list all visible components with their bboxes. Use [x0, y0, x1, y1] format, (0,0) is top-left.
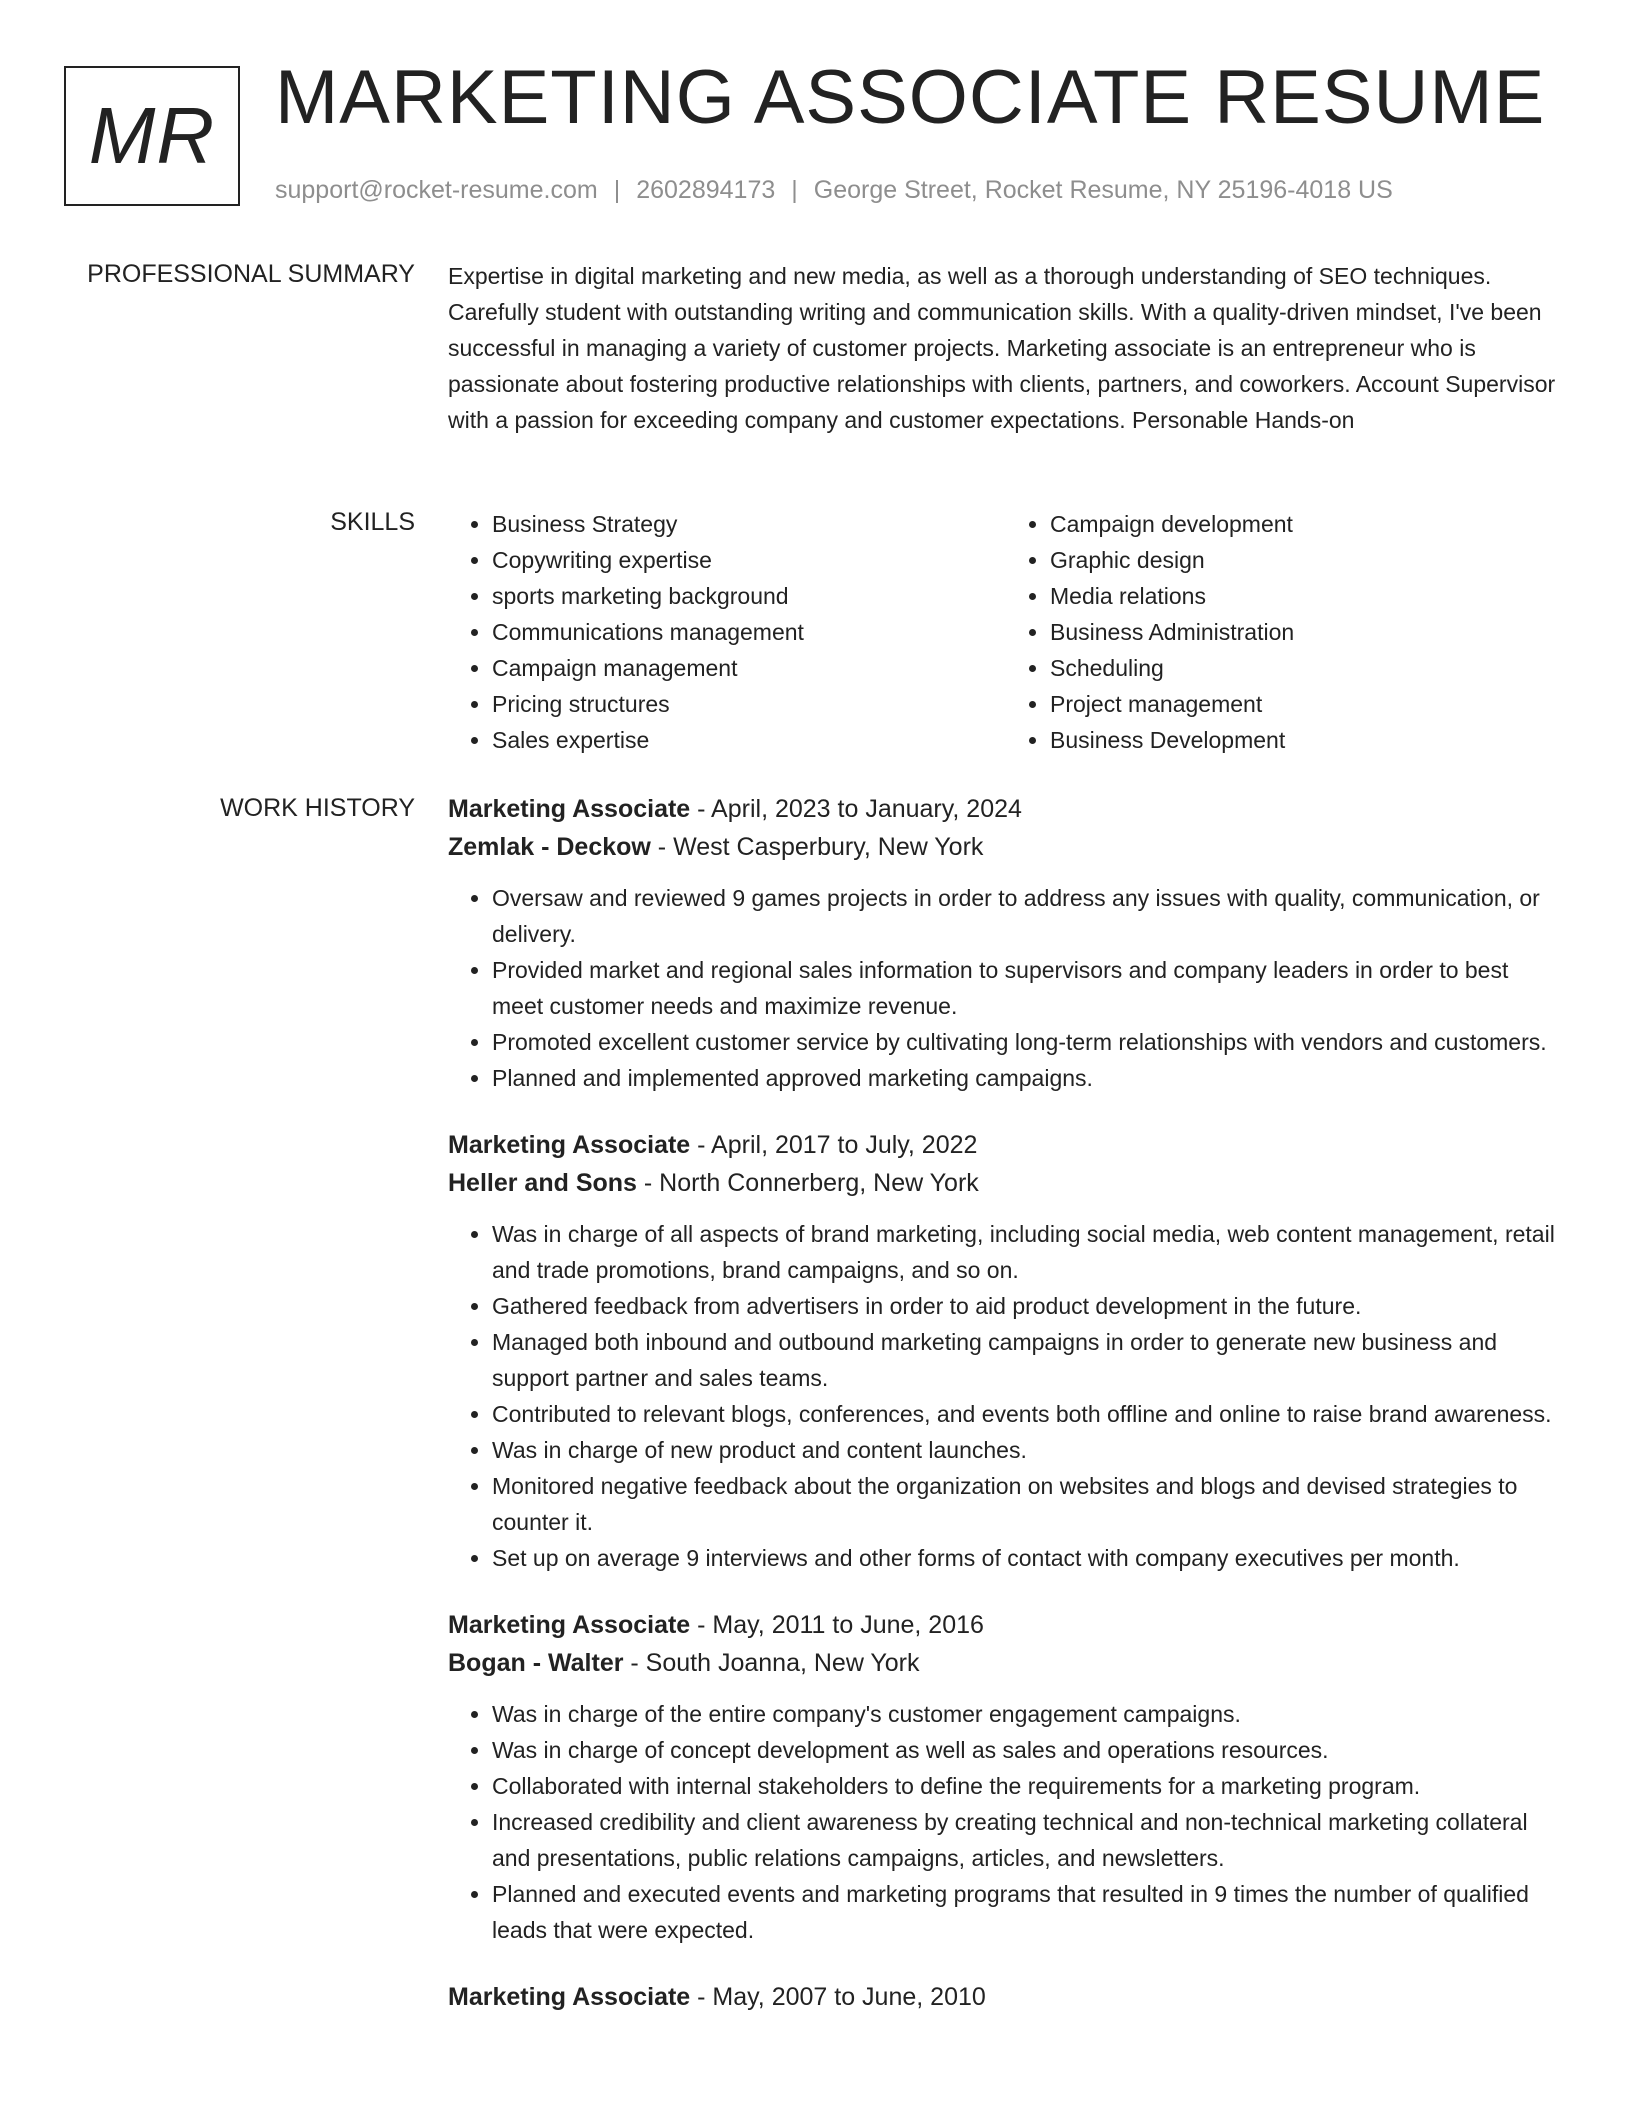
contact-phone: 2602894173	[636, 176, 776, 204]
work-history-body	[448, 790, 1564, 2046]
job-title-line	[448, 1606, 1564, 1644]
skill-item: • Business Administration	[1050, 614, 1564, 650]
job-bullet: • Planned and implemented approved marketing campaigns.	[492, 1060, 1564, 1096]
job-title-line	[448, 1978, 1564, 2016]
job-company-line	[448, 1164, 1564, 1202]
job-title: Marketing Associate	[448, 1983, 691, 2011]
skill-item: • Scheduling	[1050, 650, 1564, 686]
job-bullet: • Was in charge of all aspects of brand marketing, including social media, web content management, retail and trade promotions, brand campaigns, and so on.	[492, 1216, 1564, 1288]
job-bullet: • Set up on average 9 interviews and other forms of contact with company executives per month.	[492, 1540, 1564, 1576]
job-entry	[448, 1126, 1564, 1576]
job-bullet: • Was in charge of new product and content launches.	[492, 1432, 1564, 1468]
skills-heading: SKILLS	[330, 508, 415, 536]
job-bullet: • Managed both inbound and outbound marketing campaigns in order to generate new business and support partner and sales teams.	[492, 1324, 1564, 1396]
job-title: Marketing Associate	[448, 1131, 691, 1159]
job-company-line	[448, 828, 1564, 866]
job-bullet: • Increased credibility and client awareness by creating technical and non-technical marketing collateral and presentations, public relations campaigns, articles, and newsletters.	[492, 1804, 1564, 1876]
job-company: Bogan - Walter	[448, 1649, 624, 1677]
job-bullet: • Provided market and regional sales information to supervisors and company leaders in order to best meet customer needs and maximize revenue.	[492, 952, 1564, 1024]
job-title-line	[448, 790, 1564, 828]
contact-address: George Street, Rocket Resume, NY 25196-4018 US	[813, 176, 1393, 204]
contact-line	[275, 176, 1393, 205]
skill-item: • Project management	[1050, 686, 1564, 722]
skill-item: • Copywriting expertise	[492, 542, 1006, 578]
job-bullet: • Planned and executed events and marketing programs that resulted in 9 times the number of qualified leads that were expected.	[492, 1876, 1564, 1948]
skill-item: • Graphic design	[1050, 542, 1564, 578]
job-location: - South Joanna, New York	[623, 1649, 920, 1677]
job-location: - North Connerberg, New York	[636, 1169, 979, 1197]
skills-columns	[448, 506, 1564, 758]
job-location: - West Casperbury, New York	[650, 833, 984, 861]
contact-separator: |	[791, 176, 798, 204]
skill-item: • sports marketing background	[492, 578, 1006, 614]
contact-separator: |	[613, 176, 621, 204]
skill-item: • Pricing structures	[492, 686, 1006, 722]
job-dates: - April, 2023 to January, 2024	[690, 795, 1022, 823]
skill-item: • Communications management	[492, 614, 1006, 650]
skills-body	[448, 506, 1564, 758]
skill-item: • Business Strategy	[492, 506, 1006, 542]
resume-title: MARKETING ASSOCIATE RESUME	[275, 55, 1546, 140]
skill-item: • Campaign development	[1050, 506, 1564, 542]
job-company: Zemlak - Deckow	[448, 833, 651, 861]
job-title-line	[448, 1126, 1564, 1164]
job-bullets	[448, 1216, 1564, 1576]
summary-text: Expertise in digital marketing and new media, as well as a thorough understanding of SEO techniques. Carefully student with outstanding writing and communication skills. With a quality-driven mindset, I've been successful in managing a variety of customer projects. Marketing associate is an entrepreneur who is passionate about fostering productive relationships with clients, partners, and coworkers. Account Supervisor with a passion for exceeding company and customer expectations. Personable Hands-on	[448, 263, 1556, 433]
job-bullets	[448, 1696, 1564, 1948]
job-dates: - May, 2007 to June, 2010	[690, 1983, 986, 2011]
skills-list-right	[1006, 506, 1564, 758]
job-bullet: • Gathered feedback from advertisers in order to aid product development in the future.	[492, 1288, 1564, 1324]
job-bullet: • Oversaw and reviewed 9 games projects in order to address any issues with quality, communication, or delivery.	[492, 880, 1564, 952]
job-dates: - April, 2017 to July, 2022	[690, 1131, 978, 1159]
job-bullet: • Was in charge of concept development as well as sales and operations resources.	[492, 1732, 1564, 1768]
skill-item: • Media relations	[1050, 578, 1564, 614]
contact-email: support@rocket-resume.com	[275, 176, 598, 204]
job-entry	[448, 790, 1564, 1096]
skills-list-left	[448, 506, 1006, 758]
job-entry	[448, 1606, 1564, 1948]
job-bullet: • Contributed to relevant blogs, conferences, and events both offline and online to raise brand awareness.	[492, 1396, 1564, 1432]
summary-heading: PROFESSIONAL SUMMARY	[87, 260, 415, 288]
job-bullet: • Was in charge of the entire company's customer engagement campaigns.	[492, 1696, 1564, 1732]
job-dates: - May, 2011 to June, 2016	[690, 1611, 984, 1639]
job-bullet: • Monitored negative feedback about the organization on websites and blogs and devised strategies to counter it.	[492, 1468, 1564, 1540]
monogram-badge	[64, 66, 240, 206]
job-company: Heller and Sons	[448, 1169, 637, 1197]
summary-body	[448, 258, 1564, 438]
job-entry	[448, 1978, 1564, 2016]
skill-item: • Campaign management	[492, 650, 1006, 686]
job-bullets	[448, 880, 1564, 1096]
job-bullet: • Promoted excellent customer service by cultivating long-term relationships with vendors and customers.	[492, 1024, 1564, 1060]
job-company-line	[448, 1644, 1564, 1682]
work-history-heading: WORK HISTORY	[220, 794, 415, 822]
job-title: Marketing Associate	[448, 795, 691, 823]
monogram-initials: MR	[88, 91, 216, 180]
skill-item: • Sales expertise	[492, 722, 1006, 758]
job-title: Marketing Associate	[448, 1611, 691, 1639]
skill-item: • Business Development	[1050, 722, 1564, 758]
job-bullet: • Collaborated with internal stakeholders to define the requirements for a marketing program.	[492, 1768, 1564, 1804]
